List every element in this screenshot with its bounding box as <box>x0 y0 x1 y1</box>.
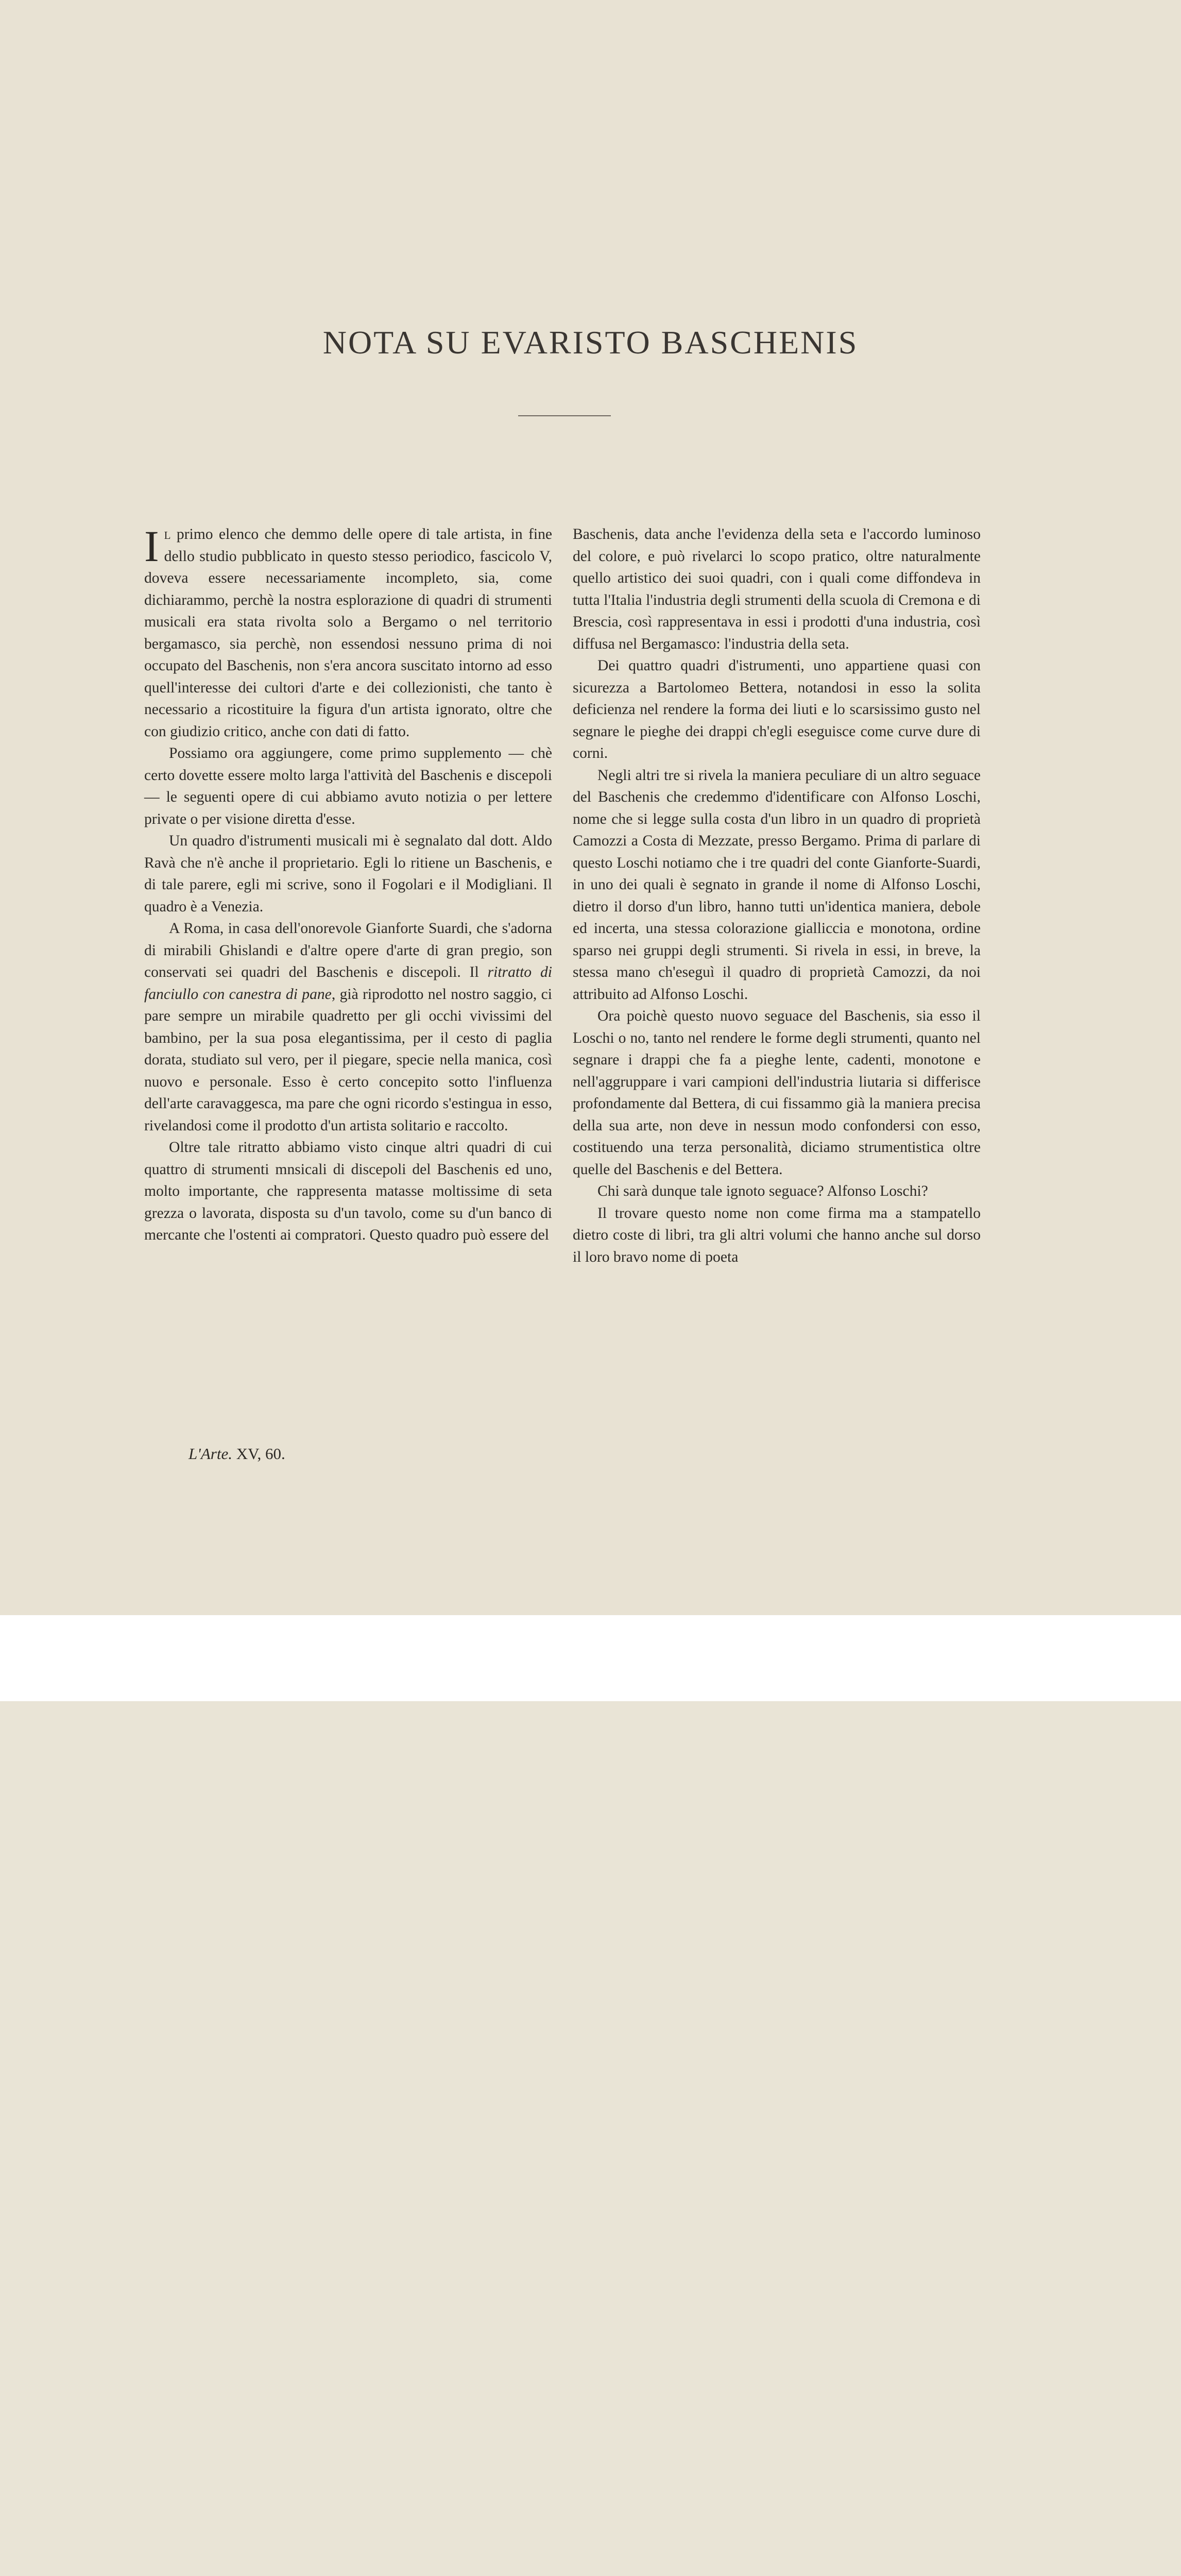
journal-reference <box>189 1445 285 1463</box>
paragraph: Oltre tale ritratto abbiamo visto cinque altri quadri di cui quattro di strumenti mnsicali di discepoli del Baschenis ed uno, molto importante, che rappresenta matasse moltissime di seta grezza o lavorata, disposta su d'un tavolo, come su d'un banco di mercante che l'ostenti ai compratori. Questo quadro può essere del <box>144 1139 552 1243</box>
paragraph: Dei quattro quadri d'istrumenti, uno appartiene quasi con sicurezza a Bartolomeo Bettera, notandosi in esso la solita deficienza nel rendere la forma dei liuti e lo scarsissimo gusto nel segnare le pieghe dei drappi ch'egli eseguisce come curve dure di corni. <box>573 657 981 761</box>
artwork-title: ritratto di fanciullo con canestra di pane <box>144 964 552 1003</box>
paragraph: Ora poichè questo nuovo seguace del Baschenis, sia esso il Loschi o no, tanto nel rendere le forme degli strumenti, quanto nel segnare i drappi che fa a pieghe lente, cadenti, monotone e nell'aggruppare i vari campioni dell'industria liutaria si differisce profondamente dal Bettera, di cui fissammo già la maniera precisa della sua arte, non deve in nessun modo confondersi con esso, costituendo una terza personalità, diciamo strumentistica oltre quelle del Baschenis e del Bettera. <box>573 1008 981 1178</box>
article-title: NOTA SU EVARISTO BASCHENIS <box>322 324 859 361</box>
opening-small-caps: l <box>164 526 171 543</box>
paragraph-text: , già riprodotto nel nostro saggio, ci pare sempre un mirabile quadretto per gli occhi vivissimi del bambino, per la sua posa elegantissima, per il cesto di paglia dorata, studiato sul vero, per il piegare, specie nella manica, così nuovo e personale. Esso è certo concepito sotto l'influenza dell'arte caravaggesca, ma pare che ogni ricordo s'estingua in esso, rivelandosi come il prodotto d'un artista solitario e raccolto. <box>144 986 552 1134</box>
drop-cap: I <box>144 521 159 571</box>
paragraph: Baschenis, data anche l'evidenza della seta e l'accordo luminoso del colore, e può rivelarci lo scopo pratico, oltre naturalmente quello artistico dei suoi quadri, con i quali come diffondeva in tutta l'Italia l'industria degli strumenti della scuola di Cremona e di Brescia, così rappresentava in essi i prodotti d'una industria, così diffusa nel Bergamasco: l'industria della seta. <box>573 526 981 652</box>
paragraph <box>144 918 552 1137</box>
paragraph-text: A Roma, in casa dell'onorevole Gianforte Suardi, che s'adorna di mirabili Ghislandi e d'altre opere d'arte di gran pregio, son conservati sei quadri del Baschenis e discepoli. Il <box>144 920 552 980</box>
paragraph: Un quadro d'istrumenti musicali mi è segnalato dal dott. Aldo Ravà che n'è anche il proprietario. Egli lo ritiene un Baschenis, e di tale parere, egli mi scrive, sono il Fogolari e il Modigliani. Il quadro è a Venezia. <box>144 833 552 915</box>
paragraph: Negli altri tre si rivela la maniera peculiare di un altro seguace del Baschenis che credemmo d'identificare con Alfonso Loschi, nome che si legge sulla costa d'un libro in un quadro di proprietà Camozzi a Costa di Mezzate, presso Bergamo. Prima di parlare di questo Loschi notiamo che i tre quadri del conte Gianforte-Suardi, in uno dei quali è segnato in grande il nome di Alfonso Loschi, dietro il dorso d'un libro, hanno tutti un'identica maniera, debole ed incerta, una stessa colorazione gialliccia e monotona, ordine sparso nei gruppi degli strumenti. Si rivela in essi, in breve, la stessa mano ch'eseguì il quadro di proprietà Camozzi, da noi attribuito ad Alfonso Loschi. <box>573 767 981 1003</box>
paragraph: Chi sarà dunque tale ignoto seguace? Alfonso Loschi? <box>597 1183 928 1199</box>
paragraph: Possiamo ora aggiungere, come primo supplemento — chè certo dovette essere molto larga l'attività del Baschenis e discepoli — le seguenti opere di cui abbiamo avuto notizia o per lettere private o per visione diretta d'esse. <box>144 745 552 827</box>
text-column-right <box>573 523 981 1268</box>
text-column-left <box>144 523 552 1246</box>
paragraph-text: primo elenco che demmo delle opere di tale artista, in fine dello studio pubblicato in questo stesso periodico, fascicolo V, doveva essere necessariamente incompleto, sia, come dichiarammo, perchè la nostra esplorazione di quadri di strumenti musicali era stata rivolta solo a Bergamo o nel territorio bergamasco, sia perchè, non essendosi nessuno prima di noi occupato del Baschenis, non s'era ancora suscitato intorno ad esso quell'interesse dei cultori d'arte e dei collezionisti, che tanto è necessario a ricostituire la figura d'un artista ignorato, oltre che con giudizio critico, anche con dati di fatto. <box>144 526 552 740</box>
volume-number: XV, 60. <box>236 1445 285 1463</box>
digitization-footer <box>0 1615 1181 1701</box>
title-divider <box>518 415 611 416</box>
journal-name: L'Arte. <box>189 1445 232 1463</box>
paragraph: Il trovare questo nome non come firma ma a stampatello dietro coste di libri, tra gli altri volumi che hanno anche sul dorso il loro bravo nome di poeta <box>573 1205 981 1265</box>
paragraph <box>144 523 552 742</box>
